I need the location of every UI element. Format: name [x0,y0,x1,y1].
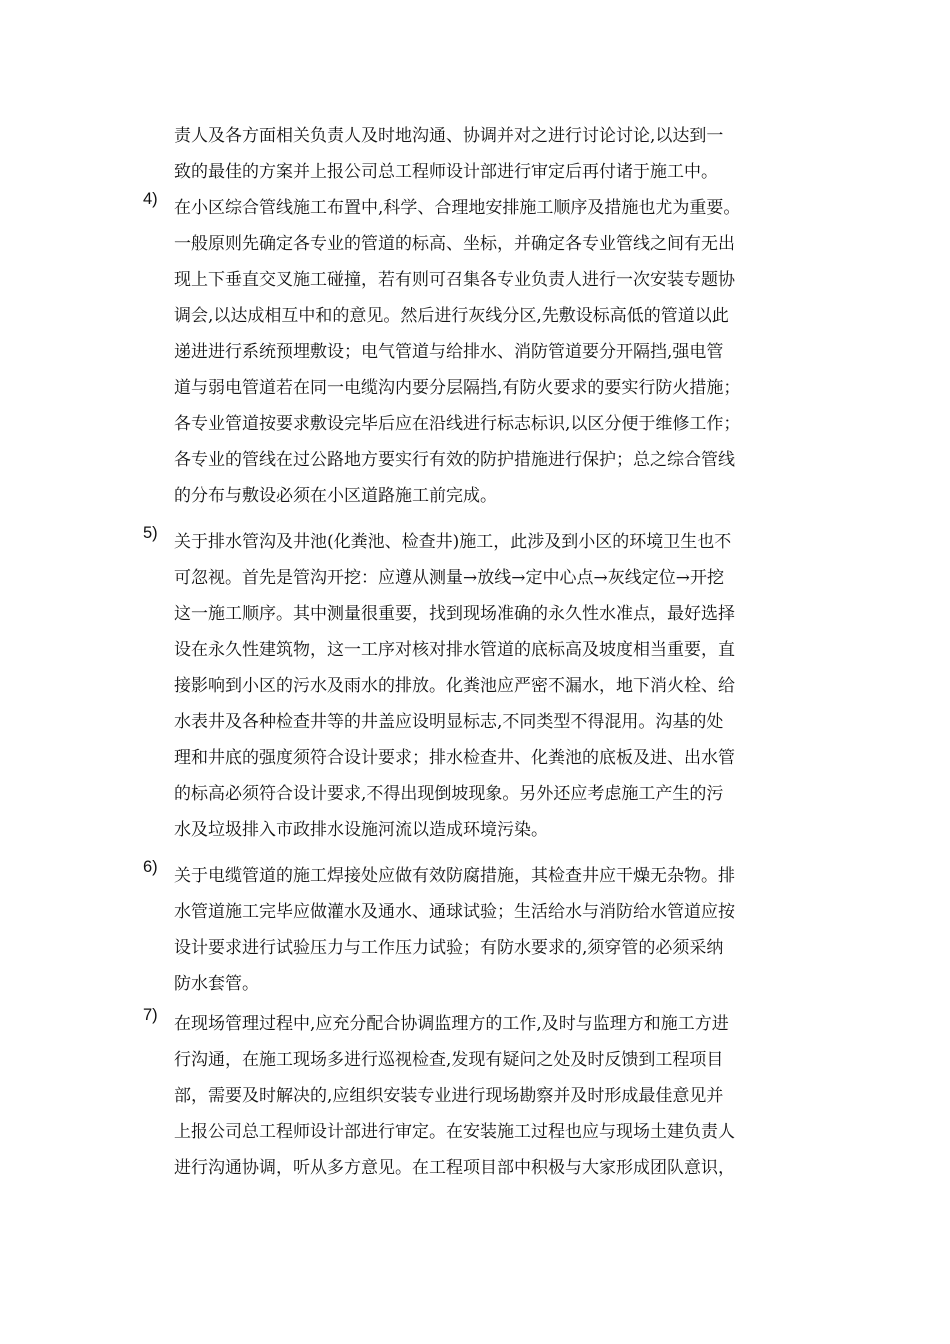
text-line: 各专业管道按要求敷设完毕后应在沿线进行标志标识,以区分便于维修工作； [174,414,741,434]
text-line: 一般原则先确定各专业的管道的标高、坐标，并确定各专业管线之间有无出 [174,234,735,254]
text-line: 关于排水管沟及井池(化粪池、检查井)施工，此涉及到小区的环境卫生也不 [174,532,732,552]
text-line: 递进进行系统预埋敷设；电气管道与给排水、消防管道要分开隔挡,强电管 [174,342,724,362]
list-item-4 [143,190,833,514]
text-line: 进行沟通协调，听从多方意见。在工程项目部中积极与大家形成团队意识， [174,1158,735,1178]
text-line: 这一施工顺序。其中测量很重要，找到现场准确的永久性水准点，最好选择 [174,604,735,624]
text-line: 关于电缆管道的施工焊接处应做有效防腐措施，其检查井应干燥无杂物。排 [174,866,735,886]
text-line: 接影响到小区的污水及雨水的排放。化粪池应严密不漏水，地下消火栓、给 [174,676,735,696]
list-item-number: 7) [143,1006,158,1024]
text-line: 部，需要及时解决的,应组织安装专业进行现场勘察并及时形成最佳意见并 [174,1086,724,1106]
text-line: 水及垃圾排入市政排水设施河流以造成环境污染。 [174,820,548,840]
text-line: 可忽视。首先是管沟开挖：应遵从测量→放线→定中心点→灰线定位→开挖 [174,568,724,588]
text-line: 上报公司总工程师设计部进行审定。在安装施工过程也应与现场土建负责人 [174,1122,735,1142]
list-item-6 [143,858,833,1002]
continuation-paragraph [143,118,833,190]
text-line: 各专业的管线在过公路地方要实行有效的防护措施进行保护；总之综合管线 [174,450,735,470]
text-line: 在小区综合管线施工布置中,科学、合理地安排施工顺序及措施也尤为重要。 [174,198,741,218]
text-line: 设在永久性建筑物，这一工序对核对排水管道的底标高及坡度相当重要，直 [174,640,735,660]
text-line: 设计要求进行试验压力与工作压力试验；有防水要求的,须穿管的必须采纳 [174,938,724,958]
list-item-number: 4) [143,190,158,208]
text-line: 行沟通，在施工现场多进行巡视检查,发现有疑问之处及时反馈到工程项目 [174,1050,724,1070]
text-line: 的分布与敷设必须在小区道路施工前完成。 [174,486,497,506]
text-line: 责人及各方面相关负责人及时地沟通、协调并对之进行讨论讨论,以达到一 [174,126,724,146]
list-item-7 [143,1006,833,1186]
text-line: 现上下垂直交叉施工碰撞，若有则可召集各专业负责人进行一次安装专题协 [174,270,735,290]
text-line: 水管道施工完毕应做灌水及通水、通球试验；生活给水与消防给水管道应按 [174,902,735,922]
list-item-5 [143,524,833,848]
text-line: 致的最佳的方案并上报公司总工程师设计部进行审定后再付诸于施工中。 [174,162,718,182]
text-line: 防水套管。 [174,974,259,994]
text-line: 水表井及各种检查井等的井盖应设明显标志,不同类型不得混用。沟基的处 [174,712,724,732]
text-line: 的标高必须符合设计要求,不得出现倒坡现象。另外还应考虑施工产生的污 [174,784,724,804]
text-line: 理和井底的强度须符合设计要求；排水检查井、化粪池的底板及进、出水管 [174,748,735,768]
text-line: 道与弱电管道若在同一电缆沟内要分层隔挡,有防火要求的要实行防火措施； [174,378,741,398]
text-line: 在现场管理过程中,应充分配合协调监理方的工作,及时与监理方和施工方进 [174,1014,729,1034]
text-line: 调会,以达成相互中和的意见。然后进行灰线分区,先敷设标高低的管道以此 [174,306,729,326]
list-item-number: 5) [143,524,158,542]
list-item-number: 6) [143,858,158,876]
